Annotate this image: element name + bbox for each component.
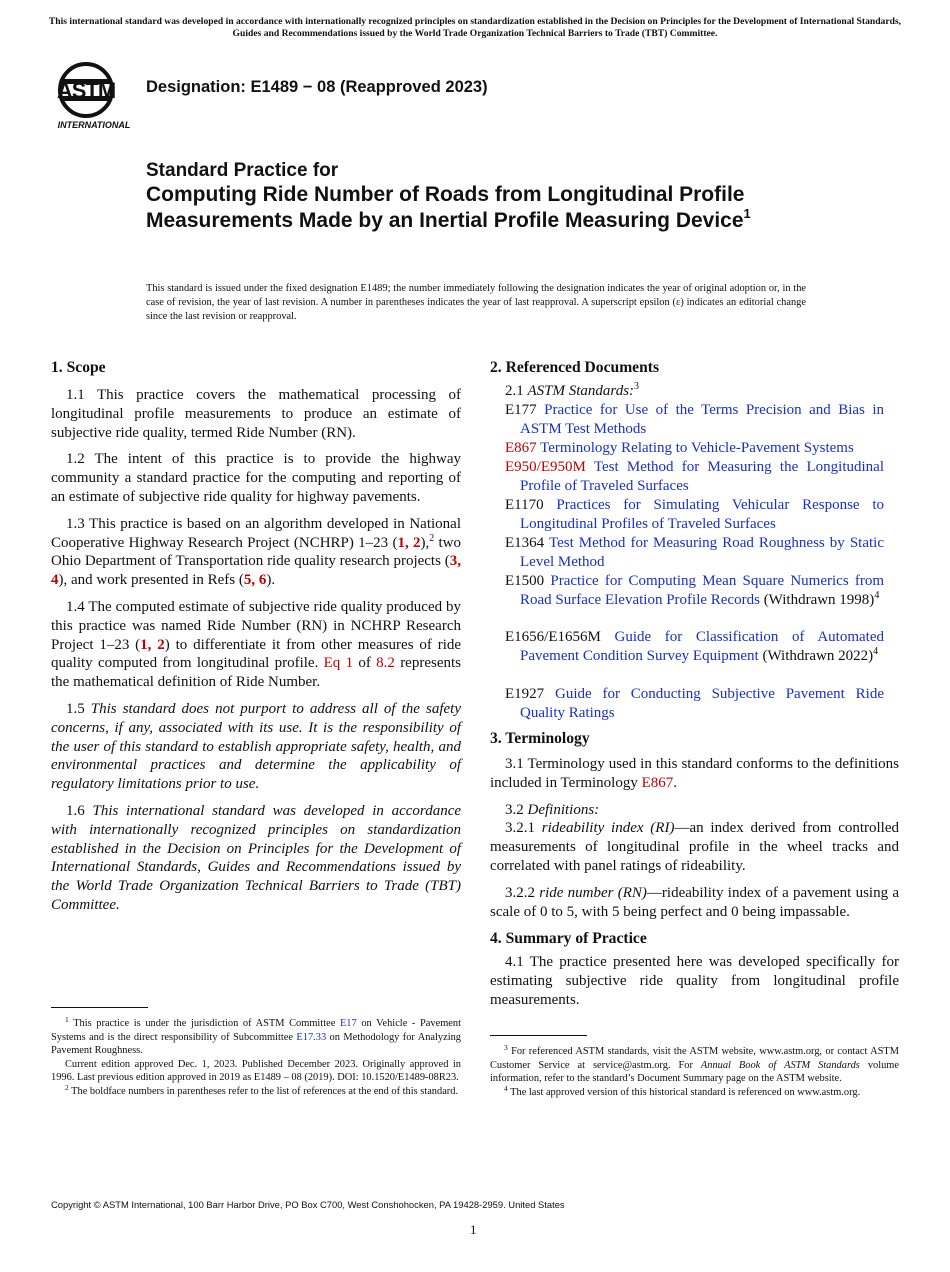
scope-heading: 1. Scope xyxy=(51,359,106,376)
reference-link[interactable]: Practices for Simulating Vehicular Response to Longitudinal Profiles of Traveled Surfaces xyxy=(520,496,884,532)
sep: , xyxy=(404,534,413,551)
terminology-heading: 3. Terminology xyxy=(490,730,590,747)
number: 2.1 xyxy=(505,383,528,399)
reference-item xyxy=(490,534,884,572)
ref-link-4[interactable]: 4 xyxy=(51,572,59,589)
page-number: 1 xyxy=(470,1222,477,1237)
text: —rideability index of a pavement using a scale of 0 to 5, with 5 being perfect and 0 being impassable. xyxy=(490,884,899,920)
footnote-mark-4: 4 xyxy=(874,589,880,601)
ref-code: E1500 xyxy=(505,572,545,589)
text: 3.1 Terminology used in this standard conforms to the definitions included in Terminology xyxy=(490,756,899,791)
ref-code: E177 xyxy=(505,401,537,418)
copyright: Copyright © ASTM International, 100 Barr Harbor Drive, PO Box C700, West Conshohocken, PA 19428-2959. United States xyxy=(51,1199,565,1210)
footnote-1-edition: Current edition approved Dec. 1, 2023. Published December 2023. Originally approved in 1996. Last previous edition approved in 2019 as E1489 – 08 (2019). DOI: 10.1520/E1489-08R23. xyxy=(51,1058,461,1084)
text: For referenced ASTM standards, visit the ASTM website, www.astm.org, or contact ASTM Customer Service at service@astm.org. For xyxy=(490,1046,899,1071)
ref-link-5[interactable]: 5 xyxy=(243,572,252,589)
logo-mark: ASTM xyxy=(56,78,116,103)
text: ), xyxy=(420,534,430,551)
footnote-3 xyxy=(490,1045,899,1086)
section-link[interactable]: 8.2 xyxy=(376,655,395,672)
reference-item xyxy=(490,439,884,458)
number: 3.2 xyxy=(505,801,528,818)
footnote-mark-2: 2 xyxy=(429,532,435,544)
text: This standard does not purport to address all of the safety concerns, if any, associated with its use. It is the responsibility of the user of this standard to establish appropriate safety, health, and environmental practices and determine the applicability of regulatory limitations prior to use. xyxy=(51,700,461,793)
reference-link[interactable]: Practice for Computing Mean Square Numerics from Road Surface Elevation Profile Records xyxy=(520,572,884,608)
right-column-lower xyxy=(490,729,899,1010)
mark: 2 xyxy=(65,1082,69,1092)
reference-link[interactable]: Practice for Use of the Terms Precision and Bias in ASTM Test Methods xyxy=(520,401,885,437)
left-column xyxy=(51,358,461,915)
footnote-rule-left xyxy=(51,1007,148,1008)
right-column xyxy=(490,358,899,731)
text: two Ohio Department of Transportation ride quality research projects ( xyxy=(51,534,461,570)
footnote-rule-right xyxy=(490,1035,587,1036)
astm-logo xyxy=(52,56,136,132)
scope-1-5 xyxy=(51,700,461,794)
title-text: Computing Ride Number of Roads from Longitudinal Profile Measurements Made by an Inertial Profile Measuring Device xyxy=(146,183,745,232)
text: The boldface numbers in parentheses refer to the list of references at the end of this standard. xyxy=(68,1085,459,1097)
reference-item xyxy=(490,458,884,496)
ref-link-1[interactable]: 1 xyxy=(397,534,405,551)
logo-international: INTERNATIONAL xyxy=(57,120,131,130)
reference-item xyxy=(490,628,884,666)
subcommittee-link[interactable]: E17.33 xyxy=(296,1031,327,1043)
reference-link[interactable]: Guide for Classification of Automated Pavement Condition Survey Equipment xyxy=(520,628,884,664)
mark: 4 xyxy=(504,1083,508,1093)
ref-code: E1364 xyxy=(505,534,545,551)
ref-code: E1170 xyxy=(505,496,544,513)
withdrawn-note: (Withdrawn 1998) xyxy=(759,591,875,608)
reference-item xyxy=(490,572,884,610)
wto-notice: This international standard was developed in accordance with internationally recognized principles on standardization established in the Decision on Principles for the Development of International Standards, Guides and Recommendations issued by the World Trade Organization Technical Barriers to Trade (TBT) Committee. xyxy=(48,16,902,39)
book-title: Annual Book of ASTM Standards xyxy=(700,1059,860,1071)
title-block xyxy=(146,160,866,233)
summary-heading: 4. Summary of Practice xyxy=(490,930,647,948)
title-footnote-mark: 1 xyxy=(743,205,751,221)
text: Definitions: xyxy=(527,801,600,818)
reference-list xyxy=(490,401,899,731)
ref-link-2[interactable]: 2 xyxy=(157,636,165,653)
text: volume information, refer to the standard’s Document Summary page on the ASTM website. xyxy=(490,1059,899,1085)
number: 1.5 xyxy=(66,700,91,717)
committee-link[interactable]: E17 xyxy=(339,1018,357,1029)
text: 1.4 The computed estimate of subjective ride quality produced by this practice was named Ride Number (RN) in NCHRP Research Project 1–23 ( xyxy=(51,598,461,653)
mark: 3 xyxy=(504,1043,508,1052)
sep: , xyxy=(457,553,461,570)
ref-code: E950/E950M xyxy=(505,458,586,475)
summary-4-1: 4.1 The practice presented here was developed specifically for estimating subjective ride quality from longitudinal profile measurements. xyxy=(490,954,899,1008)
reference-link[interactable]: Guide for Conducting Subjective Pavement Ride Quality Ratings xyxy=(520,685,884,721)
text: This practice is under the jurisdiction of ASTM Committee xyxy=(68,1018,340,1029)
text: ). xyxy=(266,572,276,589)
number: 3.2.2 xyxy=(505,884,540,901)
footnote-1 xyxy=(51,1017,461,1058)
ref-code: E1656/E1656M xyxy=(505,628,601,645)
reference-item xyxy=(490,401,884,439)
text: 1.3 This practice is based on an algorithm developed in National Cooperative Highway Research Project (NCHRP) 1–23 ( xyxy=(51,515,461,551)
ref-link-2[interactable]: 2 xyxy=(412,534,421,551)
footnote-2 xyxy=(51,1082,461,1099)
text: of xyxy=(353,655,377,672)
title-prefix: Standard Practice for xyxy=(146,160,339,181)
astm-standards-subheading xyxy=(490,382,899,401)
text: ) to differentiate it from other measures of ride quality computed from longitudinal profile. xyxy=(51,636,462,672)
reference-link[interactable]: Test Method for Measuring Road Roughness by Static Level Method xyxy=(520,534,884,570)
reference-link[interactable]: Terminology Relating to Vehicle-Pavement Systems xyxy=(540,439,854,456)
referenced-heading: 2. Referenced Documents xyxy=(490,359,660,376)
terminology-link[interactable]: E867 xyxy=(641,774,674,791)
mark: 1 xyxy=(65,1015,69,1024)
text: ASTM Standards: xyxy=(527,383,635,399)
reference-link[interactable]: Test Method for Measuring the Longitudinal Profile of Traveled Surfaces xyxy=(520,458,884,494)
withdrawn-note: (Withdrawn 2022) xyxy=(758,647,874,664)
text: —an index derived from controlled measurements of longitudinal profile in the wheel tracks and correlated with panel ratings of rideability. xyxy=(490,820,900,874)
scope-1-6 xyxy=(51,802,461,915)
term: ride number (RN) xyxy=(539,884,647,901)
text: on Methodology for Analyzing Pavement Roughness. xyxy=(51,1031,461,1057)
terminology-3-1 xyxy=(490,755,899,793)
footnote-4 xyxy=(490,1083,899,1100)
text: The last approved version of this historical standard is referenced on www.astm.org. xyxy=(507,1086,861,1098)
sep: , xyxy=(251,572,259,589)
definition-rideability-index xyxy=(490,819,899,875)
equation-link[interactable]: Eq 1 xyxy=(323,655,354,672)
ref-code: E1927 xyxy=(505,685,545,702)
text: represents the mathematical definition of Ride Number. xyxy=(51,655,461,691)
definition-ride-number xyxy=(490,884,899,922)
footnote-mark-3: 3 xyxy=(634,381,640,392)
number: 1.6 xyxy=(66,802,93,819)
ref-link-1[interactable]: 1 xyxy=(140,636,148,653)
scope-1-1: 1.1 This practice covers the mathematical processing of longitudinal profile measurements to produce an estimate of subjective ride quality, termed Ride Number (RN). xyxy=(51,387,461,441)
text: This international standard was developed in accordance with internationally recognized principles on standardization established in the Decision on Principles for the Development of International Standards, Guides and Recommendations issued by the World Trade Organization Technical Barriers to Trade (TBT) Committee. xyxy=(51,802,462,913)
designation: Designation: E1489 − 08 (Reapproved 2023) xyxy=(146,78,488,96)
text: . xyxy=(673,774,677,791)
reference-item xyxy=(490,496,884,534)
terminology-3-2 xyxy=(490,801,899,820)
text: on Vehicle - Pavement Systems and is the direct responsibility of Subcommittee xyxy=(51,1018,461,1043)
footnotes-left xyxy=(51,1017,461,1099)
scope-1-4 xyxy=(51,598,461,692)
ref-link-3[interactable]: 3 xyxy=(449,553,458,570)
text: ), and work presented in Refs ( xyxy=(58,572,244,589)
ref-code: E867 xyxy=(505,439,537,456)
ref-link-6[interactable]: 6 xyxy=(258,572,267,589)
footnotes-right xyxy=(490,1045,899,1099)
preamble: This standard is issued under the fixed designation E1489; the number immediately following the designation indicates the year of original adoption or, in the case of revision, the year of last revision. A number in parentheses indicates the year of last reapproval. A superscript epsilon (ε) indicates an editorial change since the last revision or reapproval. xyxy=(146,283,806,322)
footnote-mark-4: 4 xyxy=(873,645,879,657)
sep: , xyxy=(147,636,158,653)
title-main xyxy=(146,182,866,233)
reference-item xyxy=(490,685,884,723)
scope-1-2: 1.2 The intent of this practice is to provide the highway community a standard practice for the computing and reporting of an estimate of subjective ride quality for highway pavements. xyxy=(51,451,461,505)
term: rideability index (RI) xyxy=(541,820,675,837)
number: 3.2.1 xyxy=(505,820,542,837)
scope-1-3 xyxy=(51,515,461,590)
